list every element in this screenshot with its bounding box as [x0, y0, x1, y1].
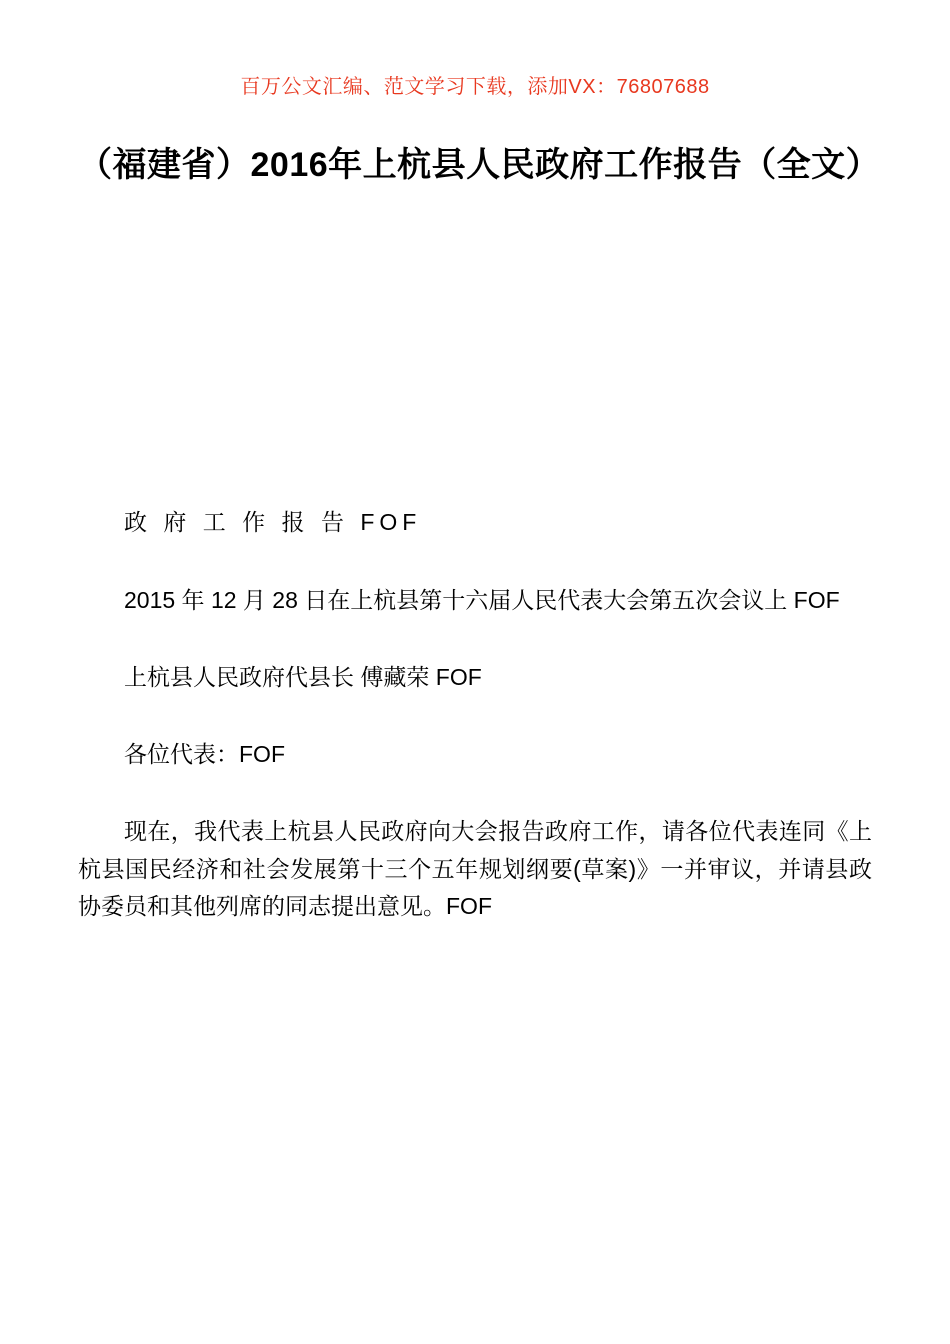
paragraph-speaker: 上杭县人民政府代县长 傅藏荣 FOF [124, 663, 482, 690]
paragraph-meeting-info: 2015 年 12 月 28 日在上杭县第十六届人民代表大会第五次会议上 FOF [124, 586, 840, 613]
page-title: （福建省）2016年上杭县人民政府工作报告（全文） [78, 146, 881, 184]
paragraph-opening: 现在，我代表上杭县人民政府向大会报告政府工作，请各位代表连同《上杭县国民经济和社会发展第十三个五年规划纲要(草案)》一并审议，并请县政协委员和其他列席的同志提出意见。FOF [78, 818, 872, 919]
document-body [78, 504, 872, 925]
paragraph-report-heading: 政 府 工 作 报 告 FOF [124, 509, 422, 536]
title-body-spacer [78, 214, 872, 504]
paragraph-salutation: 各位代表：FOF [124, 741, 285, 768]
promo-watermark-text: 百万公文汇编、范文学习下载，添加VX：76807688 [240, 76, 710, 98]
